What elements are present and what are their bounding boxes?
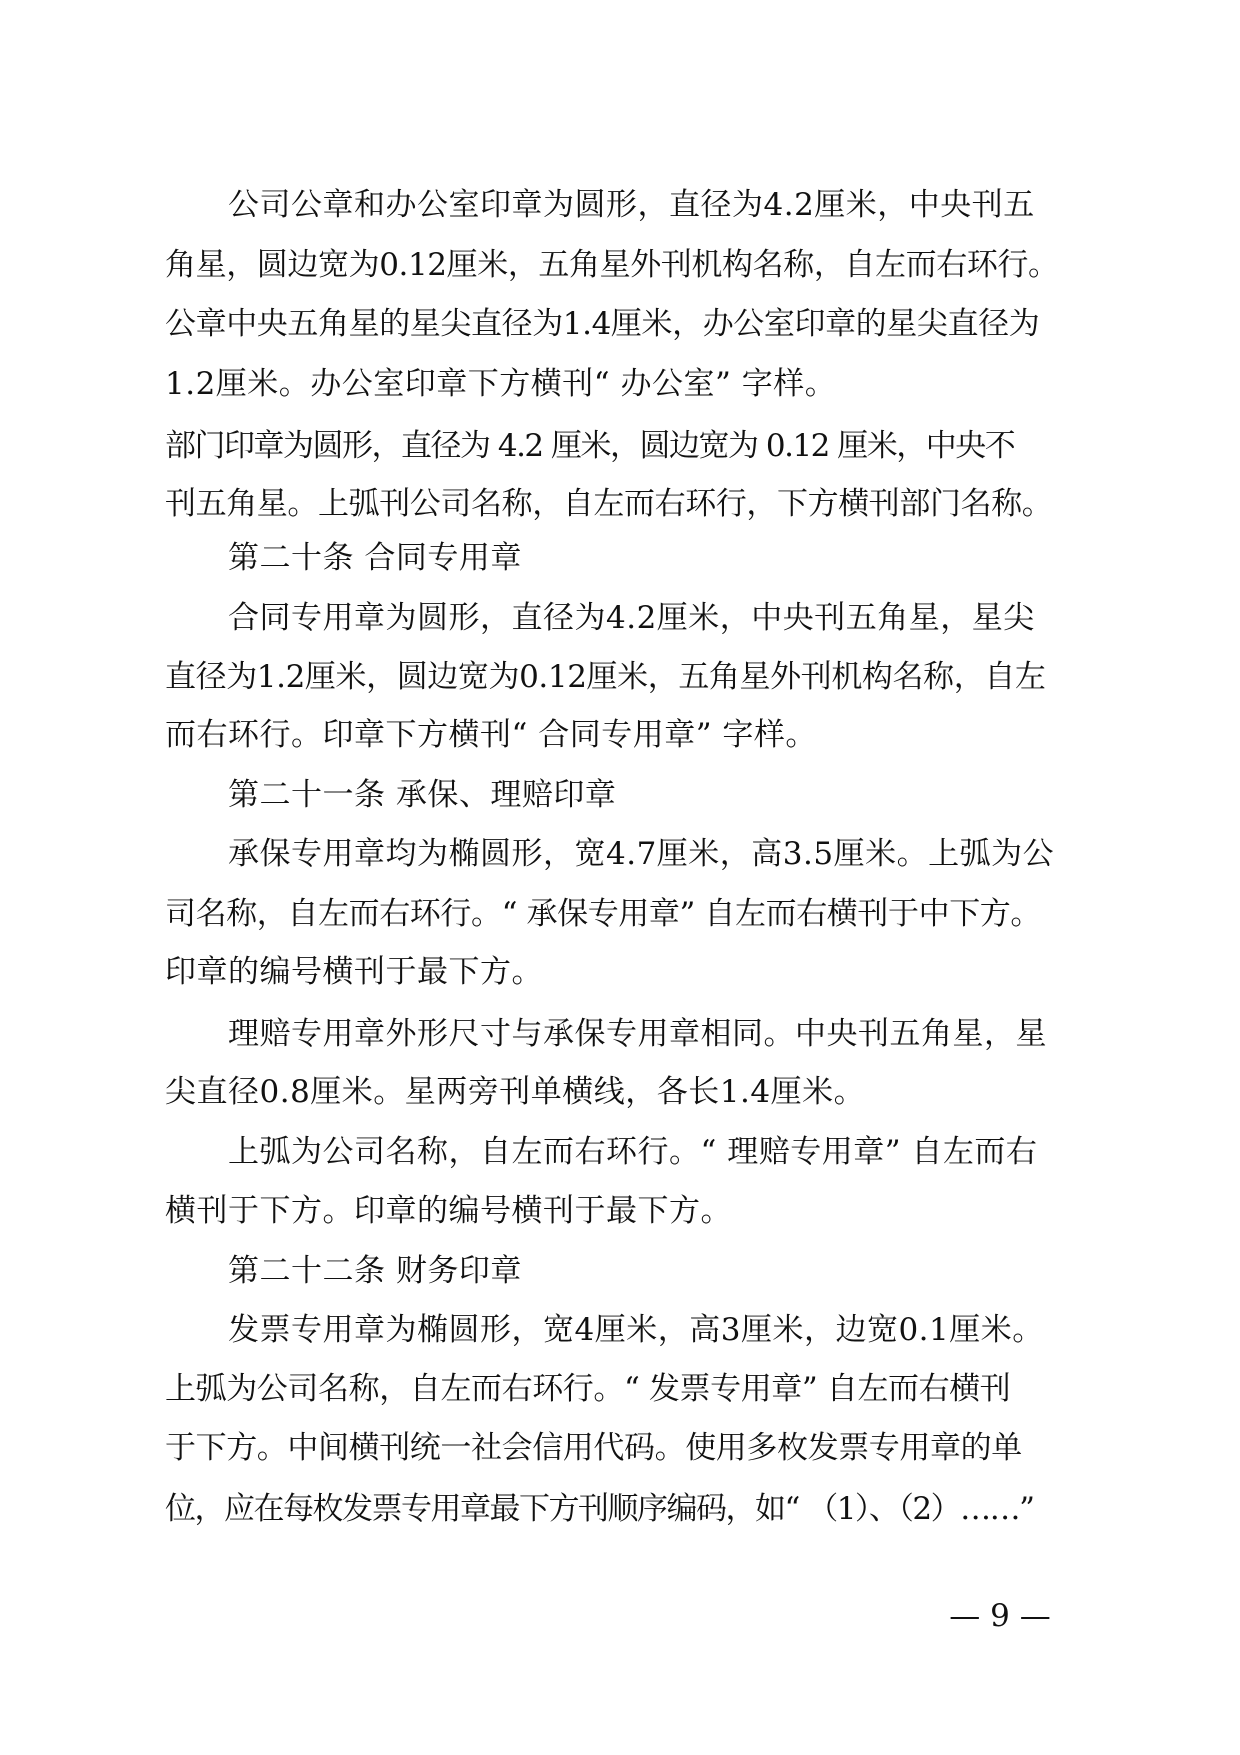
section-heading: 第二十二条 财务印章 — [228, 1253, 522, 1289]
text-line: 公司公章和办公室印章为圆形，直径为4.2厘米，中央刊五 — [228, 187, 1035, 223]
text-line: 部门印章为圆形，直径为 4.2 厘米，圆边宽为 0.12 厘米，中央不 — [165, 428, 1015, 464]
page-number: — 9 — — [949, 1598, 1051, 1634]
section-heading: 第二十条 合同专用章 — [228, 540, 522, 576]
text-line: 而右环行。印章下方横刊“ 合同专用章” 字样。 — [165, 717, 817, 753]
text-line: 位，应在每枚发票专用章最下方刊顺序编码，如“ （1）、（2）……” — [165, 1491, 1034, 1527]
text-line: 司名称，自左而右环行。“ 承保专用章” 自左而右横刊于中下方。 — [165, 896, 1042, 932]
text-line: 上弧为公司名称，自左而右环行。“ 理赔专用章” 自左而右 — [228, 1134, 1038, 1170]
section-heading: 第二十一条 承保、理赔印章 — [228, 777, 617, 813]
text-line: 横刊于下方。印章的编号横刊于最下方。 — [165, 1193, 732, 1229]
text-line: 1.2厘米。办公室印章下方横刊“ 办公室” 字样。 — [165, 366, 837, 402]
text-line: 角星，圆边宽为0.12厘米，五角星外刊机构名称，自左而右环行。 — [165, 247, 1059, 283]
text-line: 合同专用章为圆形，直径为4.2厘米，中央刊五角星，星尖 — [228, 600, 1035, 636]
text-line: 于下方。中间横刊统一社会信用代码。使用多枚发票专用章的单 — [165, 1430, 1022, 1466]
text-line: 发票专用章为椭圆形，宽4厘米，高3厘米，边宽0.1厘米。 — [228, 1312, 1044, 1348]
text-line: 公章中央五角星的星尖直径为1.4厘米，办公室印章的星尖直径为 — [165, 306, 1040, 342]
text-line: 理赔专用章外形尺寸与承保专用章相同。中央刊五角星，星 — [228, 1016, 1047, 1052]
text-line: 尖直径0.8厘米。星两旁刊单横线，各长1.4厘米。 — [165, 1074, 866, 1110]
text-line: 刊五角星。上弧刊公司名称，自左而右环行，下方横刊部门名称。 — [165, 486, 1053, 522]
text-line: 上弧为公司名称，自左而右环行。“ 发票专用章” 自左而右横刊 — [165, 1371, 1011, 1407]
text-line: 直径为1.2厘米，圆边宽为0.12厘米，五角星外刊机构名称，自左 — [165, 659, 1046, 695]
text-line: 印章的编号横刊于最下方。 — [165, 954, 543, 990]
text-line: 承保专用章均为椭圆形，宽4.7厘米，高3.5厘米。上弧为公 — [228, 836, 1055, 872]
